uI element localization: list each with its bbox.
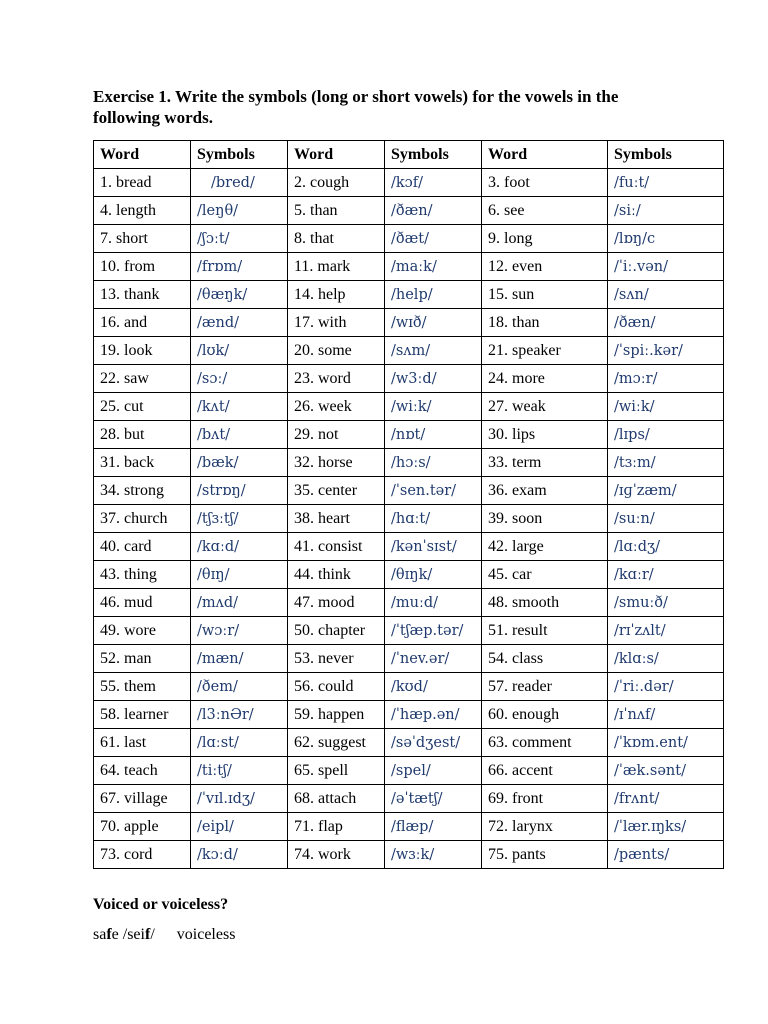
table-row (94, 505, 724, 533)
table-row (94, 421, 724, 449)
symbol-cell: /ɪɡˈzæm/ (608, 477, 724, 505)
symbol-cell: /ˈiː.vən/ (608, 253, 724, 281)
table-row (94, 253, 724, 281)
symbol-cell: /θæŋk/ (191, 281, 288, 309)
symbol-cell: /lʊk/ (191, 337, 288, 365)
symbol-cell: /ɪˈnʌf/ (608, 701, 724, 729)
table-row (94, 393, 724, 421)
symbol-cell: /bʌt/ (191, 421, 288, 449)
symbol-cell: /sɔː/ (191, 365, 288, 393)
vowel-symbols-table (93, 140, 724, 869)
symbol-cell: /səˈdʒest/ (385, 729, 482, 757)
table-row (94, 785, 724, 813)
word-cell: 61. last (94, 729, 191, 757)
word-cell: 59. happen (288, 701, 385, 729)
word-cell: 36. exam (482, 477, 608, 505)
word-cell: 73. cord (94, 841, 191, 869)
word-cell: 8. that (288, 225, 385, 253)
symbol-cell: /wɜːk/ (385, 841, 482, 869)
table-body (94, 169, 724, 869)
symbol-cell: /ˈlær.ɪŋks/ (608, 813, 724, 841)
example-word-part: sa (93, 926, 107, 943)
symbol-cell: /kʊd/ (385, 673, 482, 701)
word-cell: 11. mark (288, 253, 385, 281)
symbol-cell: /eipl/ (191, 813, 288, 841)
example-highlight-symbol: f (144, 926, 151, 943)
table-row (94, 477, 724, 505)
symbol-cell: /maːk/ (385, 253, 482, 281)
column-header-word: Word (288, 141, 385, 169)
word-cell: 33. term (482, 449, 608, 477)
symbol-cell: /θɪŋ/ (191, 561, 288, 589)
table-header-row (94, 141, 724, 169)
table-row (94, 841, 724, 869)
word-cell: 40. card (94, 533, 191, 561)
column-header-word: Word (94, 141, 191, 169)
table-row (94, 169, 724, 197)
table-row (94, 813, 724, 841)
table-row (94, 365, 724, 393)
symbol-cell: /strɒŋ/ (191, 477, 288, 505)
symbol-cell: /wɔːr/ (191, 617, 288, 645)
symbol-cell: /ðem/ (191, 673, 288, 701)
table-row (94, 449, 724, 477)
table-row (94, 701, 724, 729)
exercise-heading (93, 86, 693, 128)
table-row (94, 645, 724, 673)
word-cell: 51. result (482, 617, 608, 645)
word-cell: 46. mud (94, 589, 191, 617)
word-cell: 7. short (94, 225, 191, 253)
symbol-cell: /klɑːs/ (608, 645, 724, 673)
symbol-cell: /mæn/ (191, 645, 288, 673)
word-cell: 10. from (94, 253, 191, 281)
table-row (94, 309, 724, 337)
word-cell: 27. weak (482, 393, 608, 421)
symbol-cell: /flæp/ (385, 813, 482, 841)
word-cell: 28. but (94, 421, 191, 449)
table-row (94, 337, 724, 365)
symbol-cell: /hɔːs/ (385, 449, 482, 477)
symbol-cell: /tiːtʃ/ (191, 757, 288, 785)
word-cell: 50. chapter (288, 617, 385, 645)
symbol-cell: /kɑːd/ (191, 533, 288, 561)
table-row (94, 757, 724, 785)
symbol-cell: /bred/ (191, 169, 288, 197)
word-cell: 64. teach (94, 757, 191, 785)
symbol-cell: /ˈvɪl.ɪdʒ/ (191, 785, 288, 813)
symbol-cell: /ðæn/ (385, 197, 482, 225)
word-cell: 16. and (94, 309, 191, 337)
word-cell: 14. help (288, 281, 385, 309)
example-highlight-letter: f (106, 926, 112, 943)
column-header-word: Word (482, 141, 608, 169)
column-header-symbols: Symbols (191, 141, 288, 169)
symbol-cell: /l3ːnƏr/ (191, 701, 288, 729)
symbol-cell: /lɒŋ/c (608, 225, 724, 253)
symbol-cell: /ænd/ (191, 309, 288, 337)
symbol-cell: /help/ (385, 281, 482, 309)
symbol-cell: /θɪŋk/ (385, 561, 482, 589)
word-cell: 1. bread (94, 169, 191, 197)
word-cell: 45. car (482, 561, 608, 589)
symbol-cell: /wiːk/ (385, 393, 482, 421)
word-cell: 12. even (482, 253, 608, 281)
word-cell: 58. learner (94, 701, 191, 729)
symbol-cell: /smuːð/ (608, 589, 724, 617)
symbol-cell: /kʌt/ (191, 393, 288, 421)
symbol-cell: /ðæt/ (385, 225, 482, 253)
word-cell: 29. not (288, 421, 385, 449)
table-row (94, 225, 724, 253)
word-cell: 13. thank (94, 281, 191, 309)
word-cell: 19. look (94, 337, 191, 365)
word-cell: 3. foot (482, 169, 608, 197)
word-cell: 32. horse (288, 449, 385, 477)
word-cell: 20. some (288, 337, 385, 365)
symbol-cell: /muːd/ (385, 589, 482, 617)
symbol-cell: /tʃɜːtʃ/ (191, 505, 288, 533)
table-row (94, 617, 724, 645)
symbol-cell: /ˈhæp.ən/ (385, 701, 482, 729)
exercise-heading-line-2: following words. (93, 108, 213, 127)
word-cell: 5. than (288, 197, 385, 225)
word-cell: 21. speaker (482, 337, 608, 365)
symbol-cell: /kənˈsɪst/ (385, 533, 482, 561)
symbol-cell: /fuːt/ (608, 169, 724, 197)
symbol-cell: /wiːk/ (608, 393, 724, 421)
symbol-cell: /mɔːr/ (608, 365, 724, 393)
symbol-cell: /rɪˈzʌlt/ (608, 617, 724, 645)
word-cell: 43. thing (94, 561, 191, 589)
word-cell: 4. length (94, 197, 191, 225)
word-cell: 44. think (288, 561, 385, 589)
word-cell: 75. pants (482, 841, 608, 869)
word-cell: 48. smooth (482, 589, 608, 617)
symbol-cell: /lɪps/ (608, 421, 724, 449)
exercise-heading-line-1: Exercise 1. Write the symbols (long or short vowels) for the vowels in the (93, 87, 619, 106)
word-cell: 60. enough (482, 701, 608, 729)
symbol-cell: /ʃɔːt/ (191, 225, 288, 253)
word-cell: 6. see (482, 197, 608, 225)
symbol-cell: /ˈkɒm.ent/ (608, 729, 724, 757)
word-cell: 53. never (288, 645, 385, 673)
symbol-cell: /w3ːd/ (385, 365, 482, 393)
symbol-cell: /ðæn/ (608, 309, 724, 337)
word-cell: 55. them (94, 673, 191, 701)
word-cell: 70. apple (94, 813, 191, 841)
symbol-cell: /wɪð/ (385, 309, 482, 337)
word-cell: 56. could (288, 673, 385, 701)
word-cell: 34. strong (94, 477, 191, 505)
symbol-cell: /ˈtʃæp.tər/ (385, 617, 482, 645)
symbol-cell: /kɔːd/ (191, 841, 288, 869)
word-cell: 18. than (482, 309, 608, 337)
word-cell: 22. saw (94, 365, 191, 393)
word-cell: 74. work (288, 841, 385, 869)
word-cell: 49. wore (94, 617, 191, 645)
word-cell: 15. sun (482, 281, 608, 309)
symbol-cell: /lɑːst/ (191, 729, 288, 757)
voiced-voiceless-heading: Voiced or voiceless? (93, 896, 229, 913)
symbol-cell: /frɒm/ (191, 253, 288, 281)
example-transcription-part: e /sei (111, 926, 145, 943)
table-row (94, 729, 724, 757)
symbol-cell: /hɑːt/ (385, 505, 482, 533)
word-cell: 57. reader (482, 673, 608, 701)
word-cell: 52. man (94, 645, 191, 673)
symbol-cell: /kɑːr/ (608, 561, 724, 589)
word-cell: 35. center (288, 477, 385, 505)
word-cell: 38. heart (288, 505, 385, 533)
word-cell: 17. with (288, 309, 385, 337)
word-cell: 69. front (482, 785, 608, 813)
example-answer: voiceless (176, 926, 236, 943)
word-cell: 72. larynx (482, 813, 608, 841)
word-cell: 23. word (288, 365, 385, 393)
word-cell: 26. week (288, 393, 385, 421)
word-cell: 62. suggest (288, 729, 385, 757)
symbol-cell: /frʌnt/ (608, 785, 724, 813)
word-cell: 47. mood (288, 589, 385, 617)
symbol-cell: /mʌd/ (191, 589, 288, 617)
table-row (94, 533, 724, 561)
word-cell: 24. more (482, 365, 608, 393)
symbol-cell: /ˈriː.dər/ (608, 673, 724, 701)
symbol-cell: /ˈspiː.kər/ (608, 337, 724, 365)
word-cell: 31. back (94, 449, 191, 477)
symbol-cell: /ˈæk.sənt/ (608, 757, 724, 785)
word-cell: 39. soon (482, 505, 608, 533)
symbol-cell: /pænts/ (608, 841, 724, 869)
word-cell: 41. consist (288, 533, 385, 561)
symbol-cell: /nɒt/ (385, 421, 482, 449)
symbol-cell: /sʌm/ (385, 337, 482, 365)
symbol-cell: /lɑːdʒ/ (608, 533, 724, 561)
symbol-cell: /ˈsen.tər/ (385, 477, 482, 505)
symbol-cell: /sʌn/ (608, 281, 724, 309)
symbol-cell: /spel/ (385, 757, 482, 785)
table-row (94, 673, 724, 701)
word-cell: 25. cut (94, 393, 191, 421)
word-cell: 65. spell (288, 757, 385, 785)
column-header-symbols: Symbols (608, 141, 724, 169)
symbol-cell: /bæk/ (191, 449, 288, 477)
symbol-cell: /tɜːm/ (608, 449, 724, 477)
voiced-voiceless-example (93, 926, 235, 944)
symbol-cell: /əˈtætʃ/ (385, 785, 482, 813)
symbol-cell: /leŋθ/ (191, 197, 288, 225)
table-row (94, 589, 724, 617)
symbol-cell: /ˈnev.ər/ (385, 645, 482, 673)
table-row (94, 281, 724, 309)
word-cell: 54. class (482, 645, 608, 673)
word-cell: 42. large (482, 533, 608, 561)
symbol-cell: /suːn/ (608, 505, 724, 533)
word-cell: 30. lips (482, 421, 608, 449)
word-cell: 66. accent (482, 757, 608, 785)
column-header-symbols: Symbols (385, 141, 482, 169)
word-cell: 71. flap (288, 813, 385, 841)
word-cell: 68. attach (288, 785, 385, 813)
word-cell: 2. cough (288, 169, 385, 197)
symbol-cell: /kɔf/ (385, 169, 482, 197)
word-cell: 9. long (482, 225, 608, 253)
symbol-cell: /siː/ (608, 197, 724, 225)
table-row (94, 561, 724, 589)
word-cell: 67. village (94, 785, 191, 813)
table-row (94, 197, 724, 225)
word-cell: 37. church (94, 505, 191, 533)
example-transcription-end: / (150, 926, 155, 943)
word-cell: 63. comment (482, 729, 608, 757)
